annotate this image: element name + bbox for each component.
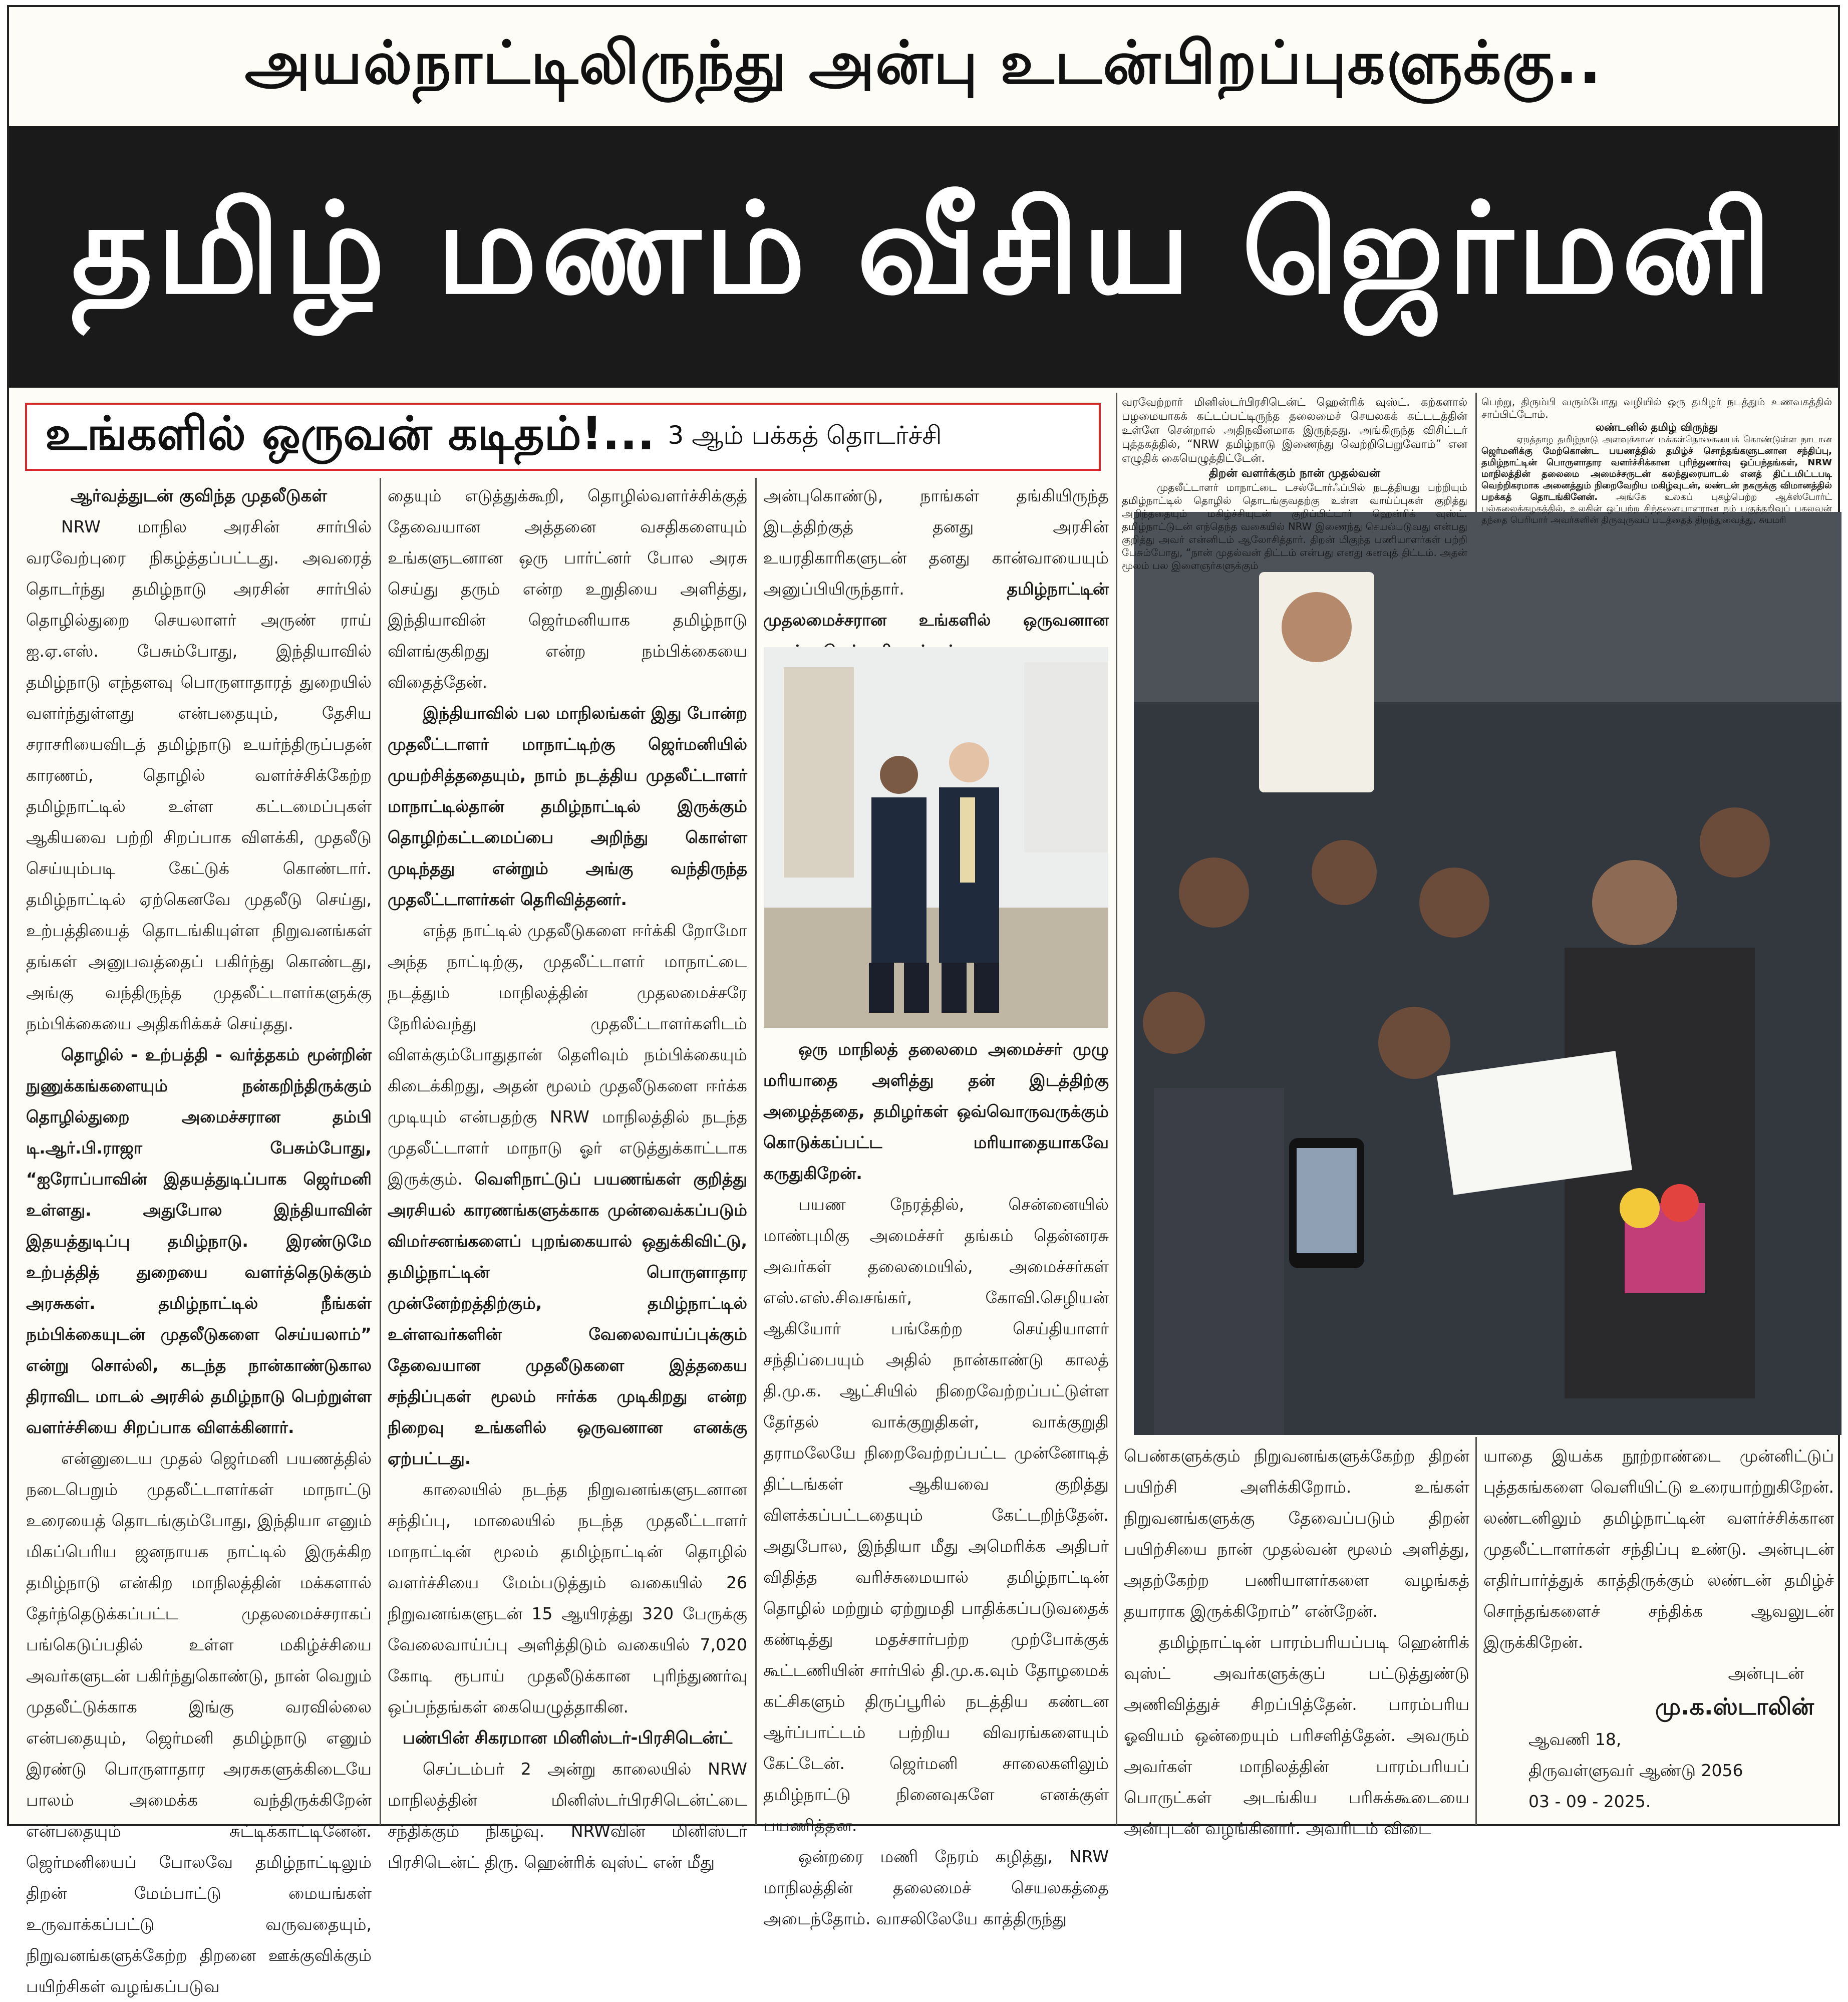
- paragraph: தொழில் - உற்பத்தி - வர்த்தகம் மூன்றின் நுணுக்கங்களையும் நன்கறிந்திருக்கும் தொழில்துறை அமைச்சரான தம்பி டி.ஆர்.பி.ராஜா பேசும்போது, “ஐரோப்பாவின் இதயத்துடிப்பாக ஜெர்மனி உள்ளது. அதுபோல இந்தியாவின் இதயத்துடிப்பு தமிழ்நாடு. இரண்டுமே உற்பத்தித் துறையை வளர்த்தெடுக்கும் அரசுகள். தமிழ்நாட்டில் நீங்கள் நம்பிக்கையுடன் முதலீடுகளை செய்யலாம்” என்று சொல்லி, கடந்த நான்காண்டுகால திராவிட மாடல் அரசில் தமிழ்நாடு பெற்றுள்ள வளர்ச்சியை சிறப்பாக விளக்கினார்.: [26, 1045, 372, 1437]
- column-title-box: [25, 403, 1101, 471]
- column-rule: [1116, 393, 1117, 1825]
- subheading: பண்பின் சிகரமான மினிஸ்டர்-பிரசிடென்ட்: [402, 1728, 733, 1748]
- signature: மு.க.ஸ்டாலின்: [1655, 1693, 1814, 1720]
- column-4-upper: [1122, 396, 1467, 571]
- paragraph: [763, 480, 1109, 667]
- paragraph-text: எந்த நாட்டில் முதலீடுகளை ஈர்க்கி றோமோ அந்த நாட்டிற்கு, முதலீட்டாளர் மாநாட்டை நடத்தும் மாநிலத்தின் முதலமைச்சரே நேரில்வந்து முதலீட்டாளர்களிடம் விளக்கும்போதுதான் தெளிவும் நம்பிக்கையும் கிடைக்கிறது, அதன் மூலம் முதலீடுகளை ஈர்க்க முடியும் என்பதற்கு NRW மாநிலத்தில் நடந்த முதலீட்டாளர் மாநாடு ஓர் எடுத்துக்காட்டாக இருக்கும்.: [388, 921, 747, 1189]
- column-5-bottom: [1483, 1441, 1834, 1824]
- paragraph: தமிழ்நாட்டின் பாரம்பரியப்படி ஹென்ரிக் வுஸ்ட் அவர்களுக்குப் பட்டுத்துண்டு அணிவித்துச் சிறப்பித்தேன். பாரம்பரிய ஓவியம் ஒன்றையும் பரிசளித்தேன். அவரும் அவர்கள் மாநிலத்தின் பாரம்பரியப் பொருட்கள் அடங்கிய பரிசுக்கூடையை அன்புடன் வழங்கினார். அவரிடம் விடை: [1124, 1632, 1469, 1838]
- date-line: திருவள்ளுவர் ஆண்டு 2056: [1528, 1761, 1743, 1780]
- photo-caption-paragraph: ஒரு மாநிலத் தலைமை அமைச்சர் முழு மரியாதை அளித்து தன் இடத்திற்கு அழைத்ததை, தமிழர்கள் ஒவ்வொருவருக்கும் கொடுக்கப்பட்ட மரியாதையாகவே கருதுகிறேன்.: [763, 1039, 1109, 1183]
- paragraph-bold-text: ஜெர்மனிக்கு மேற்கொண்ட பயணத்தில் தமிழ்ச் சொந்தங்களுடனான சந்திப்பு, தமிழ்நாட்டின் பொருளாதார வளர்ச்சிக்கான புரிந்துணர்வு ஒப்பந்தங்கள், NRW மாநிலத்தின் தலைமை அமைச்சருடன் கலந்துரையாடல் எனத் திட்டமிட்டபடி வெற்றிகரமாக அனைத்தும் நிறைவேறிய மகிழ்வுடன், லண்டன் நகருக்கு விமானத்தில் பறக்கத் தொடங்கினேன்.: [1481, 446, 1832, 502]
- kicker-headline: அயல்நாட்டிலிருந்து அன்பு உடன்பிறப்புகளுக்கு..: [244, 28, 1603, 97]
- paragraph-text: ஏறத்தாழ தமிழ்நாடு அளவுக்கான மக்கள்தொகையைக் கொண்டுள்ள நாடான: [1516, 434, 1832, 445]
- paragraph: முதலீட்டாளர் மாநாட்டை டசல்டோர்ஃப்பில் நடத்தியது பற்றியும் தமிழ்நாட்டில் தொழில் தொடங்குவதற்கு உள்ள வாய்ப்புகள் குறித்து அறிந்ததையும் மகிழ்ச்சியுடன் குறிப்பிட்டார் ஹென்ரிக் வுஸ்ட். தமிழ்நாட்டுடன் எந்தெந்த வகையில் NRW இணைந்து செயல்படுவது என்பது குறித்து அவர் என்னிடம் ஆலோசித்தார். திறன் மிகுந்த பணியாளர்கள் பற்றி பேசும்போது, “நான் முதல்வன் திட்டம் என்பது எனது கனவுத் திட்டம். அதன் மூலம் பல இளைஞர்களுக்கும்: [1122, 481, 1467, 571]
- continuation-note: 3 ஆம் பக்கத் தொடர்ச்சி: [668, 420, 942, 450]
- main-headline: தமிழ் மணம் வீசிய ஜெர்மனி: [9, 126, 1838, 388]
- paragraph-bold-text: வெளிநாட்டுப் பயணங்கள் குறித்து அரசியல் காரணங்களுக்காக முன்வைக்கப்படும் விமர்சனங்களைப் புறங்கையால் ஒதுக்கிவிட்டு, தமிழ்நாட்டின் பொருளாதார முன்னேற்றத்திற்கும், தமிழ்நாட்டில் உள்ளவர்களின் வேலைவாய்ப்புக்கும் தேவையான முதலீடுகளை இத்தகைய சந்திப்புகள் மூலம் ஈர்க்க முடிகிறது என்ற நிறைவு உங்களில் ஒருவனான எனக்கு ஏற்பட்டது.: [388, 1169, 747, 1468]
- paragraph: பயண நேரத்தில், சென்னையில் மாண்புமிகு அமைச்சர் தங்கம் தென்னரசு அவர்கள் தலைமையில், அமைச்சர்கள் எஸ்.எஸ்.சிவசங்கர், கோவி.செழியன் ஆகியோர் பங்கேற்ற செய்தியாளர் சந்திப்பையும் அதில் நான்காண்டு காலத் தி.மு.க. ஆட்சியில் நிறைவேற்றப்பட்டுள்ள தேர்தல் வாக்குறுதிகள், வாக்குறுதி தராமலேயே நிறைவேற்றப்பட்ட முன்னோடித் திட்டங்கள் ஆகியவை குறித்து விளக்கப்பட்டதையும் கேட்டறிந்தேன். அதுபோல, இந்தியா மீது அமெரிக்க அதிபர் விதித்த வரிச்சுமையால் தமிழ்நாட்டின் தொழில் மற்றும் ஏற்றுமதி பாதிக்கப்படுவதைக் கண்டித்து மதச்சார்பற்ற முற்போக்குக் கூட்டணியின் சார்பில் தி.மு.க.வும் தோழமைக் கட்சிகளும் திருப்பூரில் நடத்திய கண்டன ஆர்ப்பாட்டம் பற்றிய விவரங்களையும் கேட்டேன். ஜெர்மனி சாலைகளிலும் தமிழ்நாட்டு நினைவுகளே எனக்குள் பயணித்தன.: [763, 1195, 1109, 1835]
- paragraph: பெண்களுக்கும் நிறுவனங்களுக்கேற்ற திறன் பயிற்சி அளிக்கிறோம். உங்கள் நிறுவனங்களுக்கு தேவைப்படும் திறன் பயிற்சியை நான் முதல்வன் மூலம் அளித்து, அதற்கேற்ற பணியாளர்களை வழங்கத் தயாராக இருக்கிறோம்” என்றேன்.: [1124, 1446, 1469, 1621]
- paragraph: யாதை இயக்க நூற்றாண்டை முன்னிட்டுப் புத்தகங்களை வெளியிட்டு உரையாற்றுகிறேன். லண்டனிலும் தமிழ்நாட்டின் வளர்ச்சிக்கான முதலீட்டாளர்கள் சந்திப்பு உண்டு. அன்புடன் எதிர்பார்த்துக் காத்திருக்கும் லண்டன் தமிழ்ச் சொந்தங்களைச் சந்திக்க ஆவலுடன் இருக்கிறேன்.: [1483, 1446, 1834, 1652]
- column-3-bottom: [763, 1034, 1109, 1928]
- paragraph: ஒன்றரை மணி நேரம் கழித்து, NRW மாநிலத்தின் தலைமைச் செயலகத்தை அடைந்தோம். வாசலிலேயே காத்திருந்து: [763, 1847, 1109, 1928]
- column-3-top: [763, 480, 1109, 641]
- column-rule: [1475, 393, 1477, 513]
- paragraph-text: அன்புகொண்டு, நாங்கள் தங்கியிருந்த இடத்திற்குத் தனது அரசின் உயரதிகாரிகளுடன் தனது கான்வாயையும் அனுப்பியிருந்தார்.: [763, 486, 1109, 599]
- subheading: லண்டனில் தமிழ் விருந்து: [1595, 421, 1718, 433]
- column-5-upper: [1481, 396, 1832, 525]
- paragraph-text: அங்கே உலகப் புகழ்பெற்ற ஆக்ஸ்போர்ட் பல்கலைக்கழகத்தில், உலகின் ஒப்பற்ற சிந்தனையாளரான நம் பகுத்தறிவுப் பகலவன் தந்தை பெரியார் அவர்களின் திருவுருவப் படத்தைத் திறந்துவைத்து, சுயமரி: [1481, 492, 1832, 525]
- column-rule: [380, 478, 381, 1825]
- date-line: 03 - 09 - 2025.: [1528, 1792, 1651, 1811]
- paragraph: [388, 915, 747, 1474]
- paragraph: காலையில் நடந்த நிறுவனங்களுடனான சந்திப்பு, மாலையில் நடந்த முதலீட்டாளர் மாநாட்டின் மூலம் தமிழ்நாட்டின் தொழில் வளர்ச்சியை மேம்படுத்தும் வகையில் 26 நிறுவனங்களுடன் 15 ஆயிரத்து 320 பேருக்கு வேலைவாய்ப்பு அளித்திடும் வகையில் 7,020 கோடி ரூபாய் முதலீடுக்கான புரிந்துணர்வு ஒப்பந்தங்கள் கையெழுத்தாகின.: [388, 1480, 747, 1717]
- paragraph: செப்டம்பர் 2 அன்று காலையில் NRW மாநிலத்தின் மினிஸ்டர்பிரசிடென்ட்டை சந்திக்கும் நிகழ்வு. NRWவின் மினிஸ்டர் பிரசிடென்ட் திரு. ஹென்ரிக் வுஸ்ட் என் மீது: [388, 1759, 747, 1872]
- column-2: [388, 480, 747, 1872]
- paragraph: இந்தியாவில் பல மாநிலங்கள் இது போன்ற முதலீட்டாளர் மாநாட்டிற்கு ஜெர்மனியில் முயற்சித்ததையும், நாம் நடத்திய முதலீட்டாளர் மாநாட்டில்தான் தமிழ்நாட்டில் இருக்கும் தொழிற்கட்டமைப்பை அறிந்து கொள்ள முடிந்தது என்றும் அங்கு வந்திருந்த முதலீட்டாளர்கள் தெரிவித்தனர்.: [388, 703, 747, 909]
- subheading: ஆர்வத்துடன் குவிந்த முதலீடுகள்: [70, 486, 328, 506]
- paragraph: NRW மாநில அரசின் சார்பில் வரவேற்புரை நிகழ்த்தப்பட்டது. அவரைத் தொடர்ந்து தமிழ்நாடு அரசின் சார்பில் தொழில்துறை செயலாளர் அருண் ராய் ஐ.ஏ.எஸ். பேசும்போது, இந்தியாவில் தமிழ்நாடு எந்தளவு பொருளாதாரத் துறையில் வளர்ந்துள்ளது என்பதையும், தேசிய சராசரியைவிடத் தமிழ்நாடு உயர்ந்திருப்பதன் காரணம், தொழில் வளர்ச்சிக்கேற்ற தமிழ்நாட்டில் உள்ள கட்டமைப்புகள் ஆகியவை பற்றி சிறப்பாக விளக்கி, முதலீடு செய்யும்படி கேட்டுக் கொண்டார். தமிழ்நாட்டில் ஏற்கெனவே முதலீடு செய்து, உற்பத்தியைத் தொடங்கியுள்ள நிறுவனங்கள் தங்கள் அனுபவத்தைப் பகிர்ந்து கொண்டது, அங்கு வந்திருந்த முதலீட்டாளர்களுக்கு நம்பிக்கையை அதிகரிக்கச் செய்தது.: [26, 517, 372, 1033]
- subheading: திறன் வளர்க்கும் நான் முதல்வன்: [1208, 467, 1381, 480]
- column-title: உங்களில் ஒருவன் கடிதம்!...: [45, 407, 655, 460]
- photo-illustration: [1134, 512, 1841, 1435]
- paragraph: [1481, 434, 1832, 526]
- paragraph: என்னுடைய முதல் ஜெர்மனி பயணத்தில் நடைபெறும் முதலீட்டாளர்கள் மாநாட்டு உரையைத் தொடங்கும்போது, இந்தியா எனும் மிகப்பெரிய ஜனநாயக நாட்டில் இருக்கிற தமிழ்நாடு என்கிற மாநிலத்தின் மக்களால் தேர்ந்தெடுக்கப்பட்ட முதலமைச்சராகப் பங்கெடுப்பதில் உள்ள மகிழ்ச்சியை அவர்களுடன் பகிர்ந்துகொண்டு, நான் வெறும் முதலீட்டுக்காக இங்கு வரவில்லை என்பதையும், ஜெர்மனி தமிழ்நாடு எனும் இரண்டு பொருளாதார அரசுகளுக்கிடையே பாலம் அமைக்க வந்திருக்கிறேன் என்பதையும் சுட்டிக்காட்டினேன். ஜெர்மனியைப் போலவே தமிழ்நாட்டிலும் திறன் மேம்பாட்டு மையங்கள் உருவாக்கப்பட்டு வருவதையும், நிறுவனங்களுக்கேற்ற திறனை ஊக்குவிக்கும் பயிற்சிகள் வழங்கப்படுவ: [26, 1449, 372, 1996]
- paragraph: வரவேற்றார் மினிஸ்டர்பிரசிடென்ட் ஹென்ரிக் வுஸ்ட். கற்களால் பழமையாகக் கட்டப்பட்டிருந்த தலைமைச் செயலகக் கட்டடத்தின் உள்ளே சென்றால் அதிநவீனமாக இருந்தது. அங்கிருந்த விசிட்டர் புத்தகத்தில், “NRW தமிழ்நாடு இணைந்து வெற்றிபெறுவோம்” என எழுதிக் கையெழுத்திட்டேன்.: [1122, 396, 1467, 465]
- photo-cm-with-minister-president: [764, 647, 1108, 1028]
- signoff: அன்புடன்: [1728, 1663, 1804, 1683]
- paragraph: பெற்று, திரும்பி வரும்போது வழியில் ஒரு தமிழர் நடத்தும் உணவகத்தில் சாப்பிட்டோம்.: [1481, 396, 1832, 420]
- date-line: ஆவணி 18,: [1528, 1730, 1622, 1749]
- column-1: [26, 480, 372, 1996]
- photo-illustration: [764, 647, 1108, 1028]
- column-rule: [755, 478, 757, 1825]
- newspaper-page: [7, 5, 1840, 1996]
- paragraph-bold-text: தமிழ்நாட்டின் முதலமைச்சரான உங்களில் ஒருவனான: [763, 579, 1109, 630]
- column-rule: [1475, 1437, 1477, 1825]
- column-4-bottom: [1124, 1441, 1469, 1838]
- photo-cm-meeting-tamil-diaspora: [1134, 512, 1841, 1435]
- paragraph: தையும் எடுத்துக்கூறி, தொழில்வளர்ச்சிக்குத் தேவையான அத்தனை வசதிகளையும் உங்களுடனான ஒரு பார்ட்னர் போல அரசு செய்து தரும் என்ற உறுதியை அளித்து, இந்தியாவின் ஜெர்மனியாக தமிழ்நாடு விளங்குகிறது என்ற நம்பிக்கையை விதைத்தேன்.: [388, 486, 747, 692]
